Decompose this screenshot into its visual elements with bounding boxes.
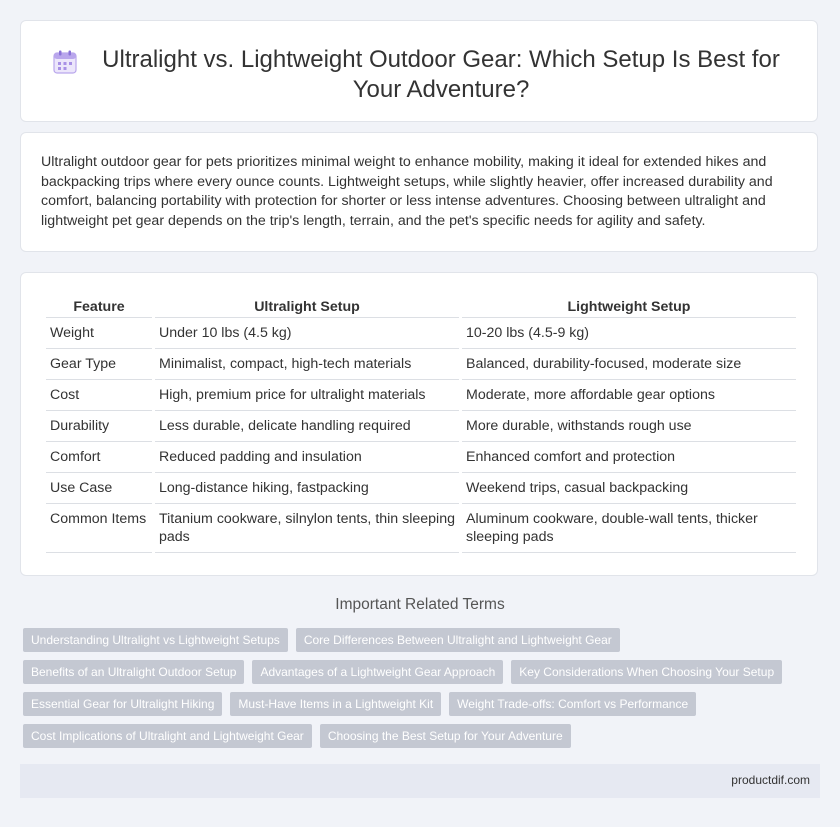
row-ultralight: Titanium cookware, silnylon tents, thin sleeping pads [155, 504, 459, 553]
row-lightweight: Enhanced comfort and protection [462, 442, 796, 473]
row-ultralight: Minimalist, compact, high-tech materials [155, 349, 459, 380]
row-lightweight: More durable, withstands rough use [462, 411, 796, 442]
row-feature: Cost [46, 380, 152, 411]
related-term-link[interactable]: Essential Gear for Ultralight Hiking [23, 692, 222, 716]
table-row [46, 442, 796, 473]
tag-row [23, 724, 803, 748]
row-ultralight: Reduced padding and insulation [155, 442, 459, 473]
row-ultralight: Long-distance hiking, fastpacking [155, 473, 459, 504]
row-lightweight: Weekend trips, casual backpacking [462, 473, 796, 504]
calendar-icon [52, 49, 78, 75]
comparison-table [43, 295, 799, 553]
row-feature: Use Case [46, 473, 152, 504]
row-feature: Gear Type [46, 349, 152, 380]
intro-paragraph: Ultralight outdoor gear for pets prioritizes minimal weight to enhance mobility, making it ideal for extended hikes and backpacking trips where every ounce counts. Lightweight setups, while slightly heavier, offer increased durability and comfort, balancing portability with protection for shorter or less intense adventures. Choosing between ultralight and lightweight pet gear depends on the trip's length, terrain, and the pet's specific needs for agility and safety. [41, 154, 773, 229]
row-lightweight: Moderate, more affordable gear options [462, 380, 796, 411]
related-terms-title: Important Related Terms [335, 596, 505, 613]
tag-row [23, 692, 803, 716]
footer [20, 764, 820, 798]
row-feature: Common Items [46, 504, 152, 553]
table-row [46, 318, 796, 349]
table-row [46, 411, 796, 442]
related-term-link[interactable]: Cost Implications of Ultralight and Lightweight Gear [23, 724, 312, 748]
related-term-link[interactable]: Choosing the Best Setup for Your Adventure [320, 724, 571, 748]
header-lightweight: Lightweight Setup [462, 295, 796, 318]
related-term-link[interactable]: Core Differences Between Ultralight and Lightweight Gear [296, 628, 620, 652]
row-ultralight: Under 10 lbs (4.5 kg) [155, 318, 459, 349]
row-lightweight: Balanced, durability-focused, moderate size [462, 349, 796, 380]
row-feature: Weight [46, 318, 152, 349]
header-feature: Feature [46, 295, 152, 318]
table-row [46, 380, 796, 411]
row-feature: Comfort [46, 442, 152, 473]
related-term-link[interactable]: Advantages of a Lightweight Gear Approach [252, 660, 503, 684]
related-terms [23, 628, 803, 756]
comparison-card [20, 272, 818, 576]
related-term-link[interactable]: Benefits of an Ultralight Outdoor Setup [23, 660, 244, 684]
row-ultralight: High, premium price for ultralight materials [155, 380, 459, 411]
table-row [46, 473, 796, 504]
header-ultralight: Ultralight Setup [155, 295, 459, 318]
page-title: Ultralight vs. Lightweight Outdoor Gear: Which Setup Is Best for Your Adventure? [102, 46, 780, 103]
related-term-link[interactable]: Understanding Ultralight vs Lightweight Setups [23, 628, 288, 652]
row-lightweight: Aluminum cookware, double-wall tents, thicker sleeping pads [462, 504, 796, 553]
table-row [46, 349, 796, 380]
row-ultralight: Less durable, delicate handling required [155, 411, 459, 442]
title-wrap [21, 21, 817, 105]
tag-row [23, 660, 803, 684]
intro-card [20, 132, 818, 252]
row-feature: Durability [46, 411, 152, 442]
tag-row [23, 628, 803, 652]
footer-site[interactable]: productdif.com [731, 773, 810, 787]
related-term-link[interactable]: Must-Have Items in a Lightweight Kit [230, 692, 441, 716]
row-lightweight: 10-20 lbs (4.5-9 kg) [462, 318, 796, 349]
table-header-row [46, 295, 796, 318]
table-row [46, 504, 796, 553]
related-term-link[interactable]: Key Considerations When Choosing Your Setup [511, 660, 782, 684]
related-term-link[interactable]: Weight Trade-offs: Comfort vs Performance [449, 692, 696, 716]
title-card [20, 20, 818, 122]
